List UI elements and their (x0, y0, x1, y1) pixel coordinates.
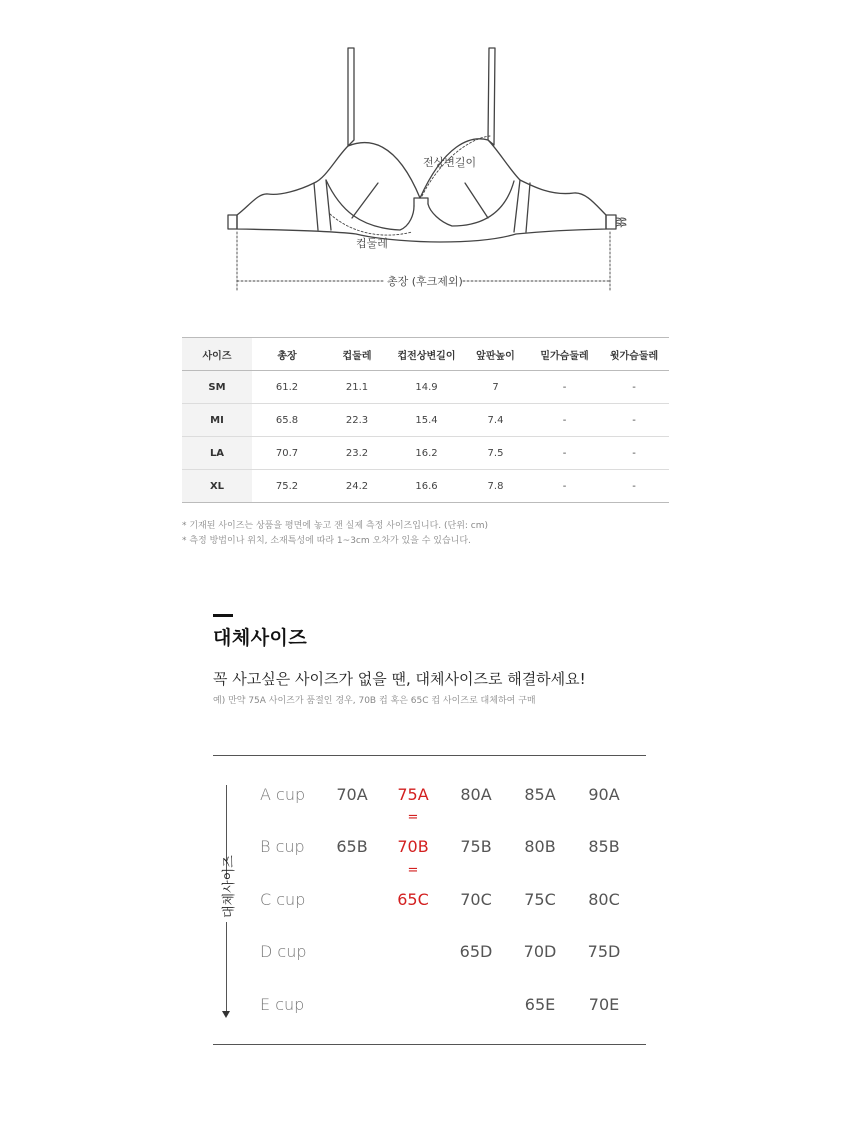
size-label-cell: SM (182, 371, 252, 404)
table-cell: 7.8 (461, 470, 530, 503)
size-cell: 70A (336, 785, 368, 804)
header-cell: 밑가슴둘레 (530, 338, 599, 371)
table-cell: - (530, 404, 599, 437)
section-accent-bar (213, 614, 233, 617)
size-cell: 90A (588, 785, 620, 804)
tolerance-note: * 측정 방법이나 위치, 소재특성에 따라 1~3cm 오차가 있을 수 있습니다. (182, 536, 471, 546)
size-cell: 65B (336, 837, 368, 856)
size-cell: 80B (524, 837, 556, 856)
header-cell: 총장 (252, 338, 322, 371)
size-cell: 85B (588, 837, 620, 856)
table-cell: 7 (461, 371, 530, 404)
header-cell: 앞판높이 (461, 338, 530, 371)
table-cell: 16.6 (392, 470, 461, 503)
table-cell: - (530, 437, 599, 470)
table-cell: 24.2 (322, 470, 392, 503)
table-cell: 75.2 (252, 470, 322, 503)
size-label-cell: LA (182, 437, 252, 470)
table-cell: 14.9 (392, 371, 461, 404)
size-cell-highlight: 70B (397, 837, 429, 856)
size-cell: 65E (524, 995, 556, 1014)
label-cup-circumference: 컵둘레 (356, 237, 388, 250)
size-cell: 80C (588, 890, 620, 909)
axis-label: 대체사이즈 (221, 878, 239, 922)
label-top-edge: 전상변길이 (423, 156, 477, 169)
cup-label: A cup (260, 785, 306, 804)
bra-measurement-diagram (0, 0, 860, 310)
header-cell: 컵전상변길이 (392, 338, 461, 371)
table-cell: 15.4 (392, 404, 461, 437)
table-row (182, 371, 669, 404)
table-cell: - (599, 404, 669, 437)
section-example: 예) 만약 75A 사이즈가 품절인 경우, 70B 컵 혹은 65C 컵 사이즈로 대체하여 구매 (213, 696, 536, 706)
size-cell: 70C (460, 890, 492, 909)
equals-sign: = (407, 863, 419, 878)
arrow-down-icon (222, 1011, 230, 1018)
size-cell: 75D (587, 942, 621, 961)
table-cell: 23.2 (322, 437, 392, 470)
header-cell: 윗가슴둘레 (599, 338, 669, 371)
size-cell-highlight: 65C (397, 890, 429, 909)
size-cell-highlight: 75A (397, 785, 429, 804)
table-cell: 7.5 (461, 437, 530, 470)
size-cell: 65D (459, 942, 493, 961)
cup-label: D cup (260, 942, 307, 961)
section-title: 대체사이즈 (213, 627, 308, 649)
table-cell: - (599, 437, 669, 470)
equals-sign: = (407, 810, 419, 825)
table-cell: 65.8 (252, 404, 322, 437)
section-subtitle: 꼭 사고싶은 사이즈가 없을 땐, 대체사이즈로 해결하세요! (213, 670, 586, 688)
left-strap (348, 48, 354, 146)
size-cell: 70E (588, 995, 620, 1014)
size-table (182, 337, 669, 503)
table-cell: - (530, 371, 599, 404)
size-label-cell: MI (182, 404, 252, 437)
measurement-note: * 기재된 사이즈는 상품을 평면에 놓고 잰 실제 측정 사이즈입니다. (단위: cm) (182, 521, 489, 531)
table-header-row (182, 338, 669, 371)
table-cell: - (599, 470, 669, 503)
table-row (182, 437, 669, 470)
size-label-cell: XL (182, 470, 252, 503)
divider-bottom (213, 1044, 646, 1045)
table-cell: 22.3 (322, 404, 392, 437)
table-cell: 21.1 (322, 371, 392, 404)
size-cell: 85A (524, 785, 556, 804)
header-cell: 컵둘레 (322, 338, 392, 371)
header-cell: 사이즈 (182, 338, 252, 371)
cup-label: E cup (260, 995, 305, 1014)
table-cell: - (530, 470, 599, 503)
table-cell: 61.2 (252, 371, 322, 404)
table-row (182, 470, 669, 503)
size-cell: 70D (523, 942, 557, 961)
table-row (182, 404, 669, 437)
cup-label: B cup (260, 837, 305, 856)
divider-top (213, 755, 646, 756)
table-cell: - (599, 371, 669, 404)
size-cell: 75B (460, 837, 492, 856)
cup-label: C cup (260, 890, 306, 909)
size-cell: 75C (524, 890, 556, 909)
size-cell: 80A (460, 785, 492, 804)
table-cell: 16.2 (392, 437, 461, 470)
left-hook (228, 215, 237, 229)
table-cell: 70.7 (252, 437, 322, 470)
table-cell: 7.4 (461, 404, 530, 437)
right-hook (606, 215, 616, 229)
right-strap (488, 48, 495, 145)
label-total-length: 총장 (후크제외) (387, 275, 463, 288)
